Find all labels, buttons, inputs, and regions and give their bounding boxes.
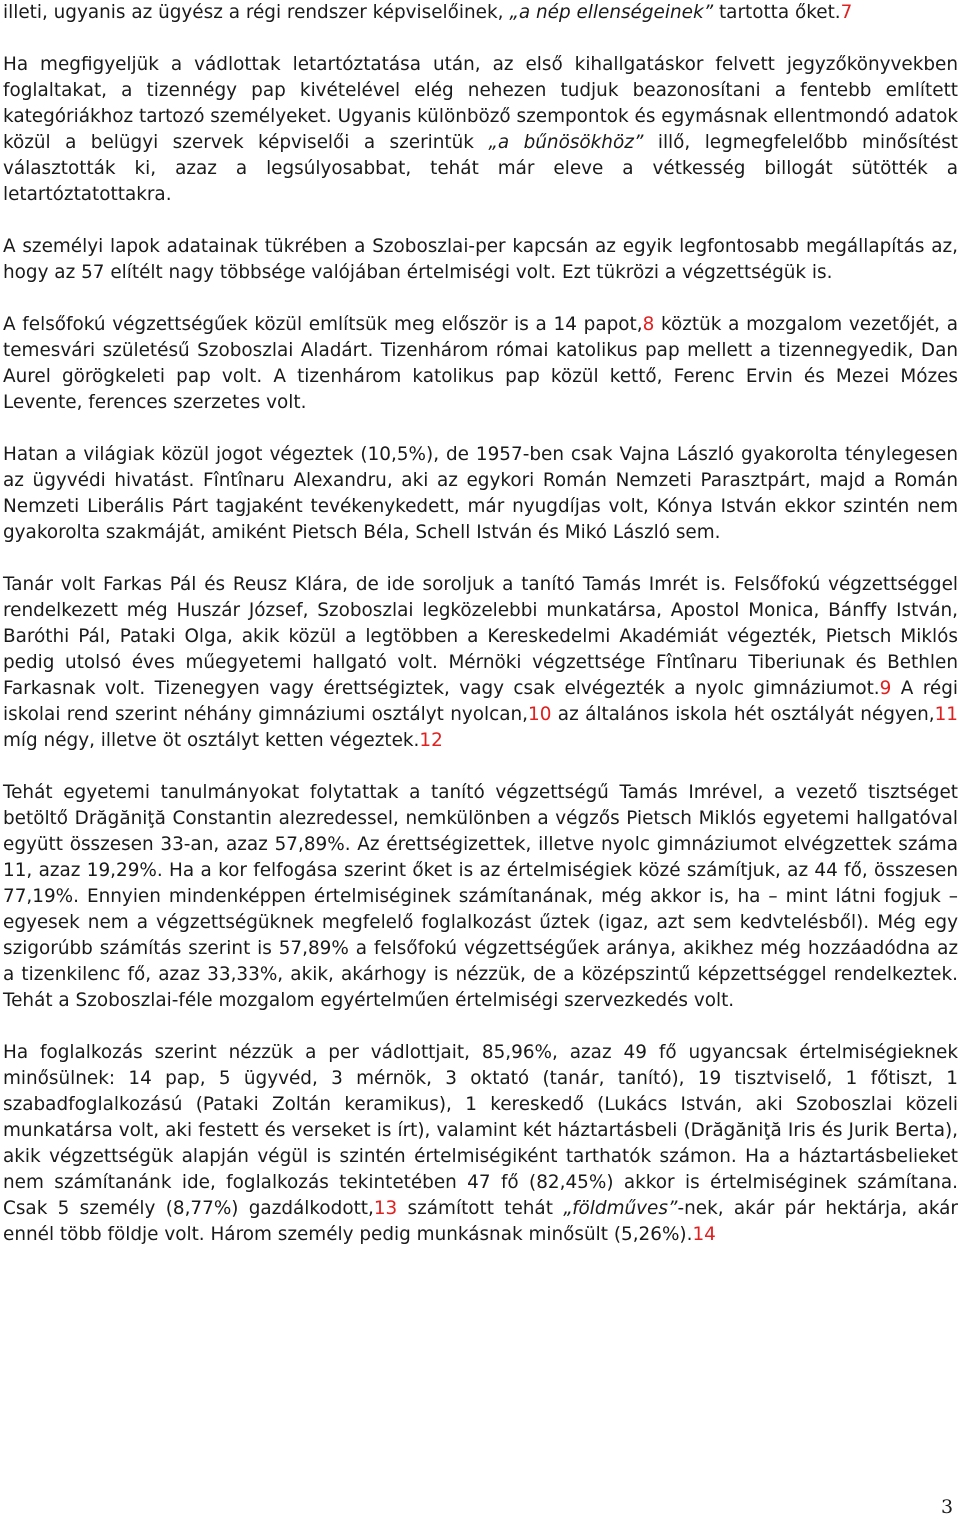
text-run: Hatan a világiak közül jogot végeztek (10,5%), de 1957-ben csak Vajna László gyakorolta ténylegesen az ügyvédi hivatást. Fîntînaru Alexandru, aki az egykori Román Nemzeti Parasztpárt, majd a Román Nemzeti Liberális Párt tagjaként tevékenykedett, már nyugdíjas volt, Kónya István ekkor szintén nem gyakorolta szakmáját, amiként Pietsch Béla, Schell István és Mikó László sem. (3, 444, 958, 543)
text-run: -nek, akár pár hektárja, akár ennél több földje volt. Három személy pedig munkásnak minősült (5,26%). (3, 1198, 958, 1245)
paragraph-personal-sheets (3, 234, 958, 286)
text-run: A felsőfokú végzettségűek közül említsük meg először is a 14 papot, (3, 314, 643, 335)
text-run: Tanár volt Farkas Pál és Reusz Klára, de ide soroljuk a tanító Tamás Imrét is. Felsőfokú végzettséggel rendelkezett még Huszár József, Szoboszlai legközelebbi munkatársa, Apostol Monica, Bánffy István, Baróthi Pál, Pataki Olga, akik közül a legtöbben a Kereskedelmi Akadémiát végezték, Pietsch Miklós pedig utolsó éves műegyetemi hallgató volt. Mérnöki végzettsége Fîntînaru Tiberiunak és Bethlen Farkasnak volt. Tizenegyen vagy érettségiztek, vagy csak elvégezték a nyolc gimnáziumot. (3, 574, 958, 699)
paragraph-higher-education-priests (3, 312, 958, 416)
document-page (3, 0, 958, 1274)
text-run: számított tehát (397, 1198, 564, 1219)
footnote-reference: 10 (528, 704, 552, 725)
emphasized-quote: „a nép ellenségeinek” (509, 2, 714, 23)
footnote-reference: 8 (642, 314, 655, 335)
text-run: köztük a mozgalom vezetőjét, a temesvári születésű Szoboszlai Aladárt. Tizenhárom római katolikus pap mellett a tizennegyedik, Dan Aurel görögkeleti pap volt. A tizenhárom katolikus pap közül kettő, Ferenc Ervin és Mezei Mózes Levente, ferences szerzetes volt. (3, 314, 958, 413)
text-run: A régi iskolai rend szerint néhány gimnáziumi osztályt nyolcan, (3, 678, 959, 725)
text-run: Tehát egyetemi tanulmányokat folytattak a tanító végzettségű Tamás Imrével, a vezető tisztséget betöltő Drăgăniţă Constantin alezredessel, nemkülönben a végzős Pietsch Miklós egyetemi hallgatóval együtt összesen 33-an, azaz 57,89%. Az érettségizettek, illetve nyolc gimnáziumot elvégzettek száma 11, azaz 19,29%. Ha a kor felfogása szerint őket is az értelmiségiek közé számítjuk, az 44 fő, összesen 77,19%. Ennyien mindenképpen értelmiséginek számítanának, még akkor is, ha – mint látni fogjuk – egyesek nem a végzettségüknek megfelelő foglalkozást űztek (igaz, azt sem kedvtelésből). Még egy szigorúbb számítás szerint is 57,89% a felsőfokú végzettségűek aránya, akikhez még hozzáadódna az a tizenkilenc fő, azaz 33,33%, akik, akárhogy is nézzük, de a középszintű képzettséggel rendelkeztek. Tehát a Szoboszlai-féle mozgalom egyértelműen értelmiségi szervezkedés volt. (3, 782, 958, 1011)
footnote-reference: 9 (879, 678, 892, 699)
paragraph-continuation (3, 0, 958, 26)
text-run: míg négy, illetve öt osztályt ketten végeztek. (3, 730, 420, 751)
paragraph-university-statistics (3, 780, 958, 1014)
paragraph-teachers-and-graduates (3, 572, 958, 754)
footnote-reference: 12 (419, 730, 443, 751)
text-run: illeti, ugyanis az ügyész a régi rendszer képviselőinek, (3, 2, 510, 23)
text-run: az általános iskola hét osztályát négyen, (551, 704, 935, 725)
text-run: tartotta őket. (713, 2, 841, 23)
text-run: illő, legmegfelelőbb minősítést választották ki, azaz a legsúlyosabbat, tehát már eleve a vétkesség billogát sütötték a letartóztatottakra. (3, 132, 958, 205)
footnote-reference: 13 (373, 1198, 398, 1219)
emphasized-quote: „földműves” (563, 1198, 678, 1219)
text-run: Ha megfigyeljük a vádlottak letartóztatása után, az első kihallgatáskor felvett jegyzőkönyvekben foglaltakat, a tizennégy pap kivételével elég nehezen tudjuk beazonosítani a fentebb említett kategóriákhoz tartozó személyeket. Ugyanis különböző szempontok és egymásnak ellentmondó adatok közül a belügyi szervek képviselői a szerintük (3, 54, 958, 153)
text-run: Ha foglalkozás szerint nézzük a per vádlottjait, 85,96%, azaz 49 fő ugyancsak értelmiségieknek minősülnek: 14 pap, 5 ügyvéd, 3 mérnök, 3 oktató (tanár, tanító), 19 tisztviselő, 1 főtiszt, 1 szabadfoglalkozású (Pataki Zoltán keramikus), 1 kereskedő (Lukács István, aki Szoboszlai közeli munkatársa volt, aki festett és verseket is írt), valamint két háztartásbeli (Drăgăniţă Iris és Jurik Berta), akik végzettségük alapján végül is szintén értelmiségiként tarthatók számon. Ha a háztartásbelieket nem számítanánk ide, foglalkozás tekintetében 47 fő (82,45%) akkor is értelmiséginek számítana. Csak 5 személy (8,77%) gazdálkodott, (3, 1042, 958, 1219)
paragraph-interrogation-records (3, 52, 958, 208)
emphasized-quote: „a bűnösökhöz” (488, 132, 644, 153)
footnote-reference: 14 (692, 1224, 716, 1245)
paragraph-occupation-statistics (3, 1040, 958, 1248)
text-run: A személyi lapok adatainak tükrében a Szoboszlai-per kapcsán az egyik legfontosabb megállapítás az, hogy az 57 elítélt nagy többsége valójában értelmiségi volt. Ezt tükrözi a végzettségük is. (3, 236, 958, 283)
footnote-reference: 11 (934, 704, 958, 725)
page-number: 3 (941, 1496, 954, 1518)
paragraph-law-graduates (3, 442, 958, 546)
footnote-reference: 7 (840, 2, 853, 23)
